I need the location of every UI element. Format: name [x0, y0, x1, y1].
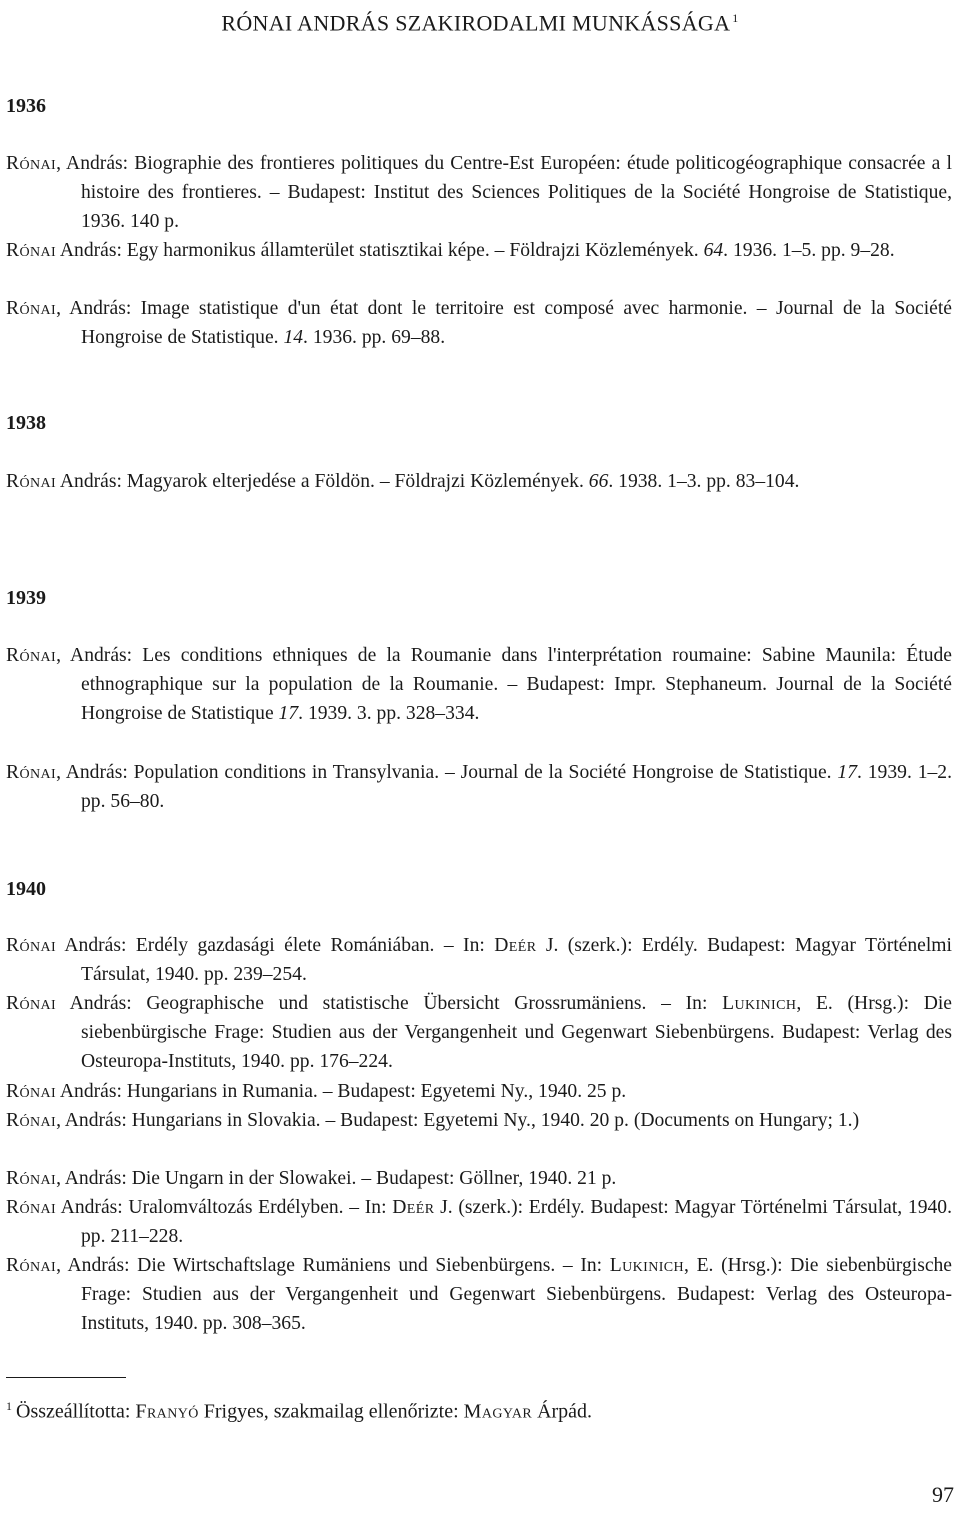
year-heading-1939: 1939 [6, 587, 46, 609]
author-surname: Rónai [6, 1255, 57, 1276]
year-heading-1938: 1938 [6, 412, 46, 434]
page-title-text: RÓNAI ANDRÁS SZAKIRODALMI MUNKÁSSÁGA [221, 10, 731, 36]
year-heading-1936: 1936 [6, 95, 46, 117]
bibliography-entry: Rónai, András: Les conditions ethniques de la Roumanie dans l'interprétation roumaine: Sabine Maunila: Étude ethnographique sur la population de la Roumanie. – Budapest: Impr. Stephaneum. Journal de la Société Hongroise de Statistique 17. 1939. 3. pp. 328–334. [6, 645, 952, 724]
volume-number: 66 [588, 471, 609, 492]
volume-number: 14 [283, 327, 304, 348]
bibliography-entry: Rónai, András: Population conditions in Transylvania. – Journal de la Société Hongroise de Statistique. 17. 1939. 1–2. pp. 56–80. [6, 762, 952, 812]
author-surname: Rónai [6, 935, 57, 956]
author-surname: Rónai [6, 240, 57, 261]
bibliography-entry: Rónai András: Erdély gazdasági élete Romániában. – In: Deér J. (szerk.): Erdély. Budapest: Magyar Történelmi Társulat, 1940. pp. 239–254. [6, 935, 952, 985]
bibliography-entry: Rónai, András: Hungarians in Slovakia. – Budapest: Egyetemi Ny., 1940. 20 p. (Documents on Hungary; 1.) [6, 1110, 860, 1131]
author-surname: Rónai [6, 993, 57, 1014]
footnote-divider [6, 1377, 126, 1378]
author-surname: Rónai [6, 153, 57, 174]
reviewer-surname: Magyar [463, 1400, 533, 1423]
page-number: 97 [932, 1482, 954, 1507]
author-surname: Rónai [6, 298, 57, 319]
bibliography-entry: Rónai András: Hungarians in Rumania. – Budapest: Egyetemi Ny., 1940. 25 p. [6, 1081, 627, 1102]
author-surname: Rónai [6, 1197, 57, 1218]
footnote-mark: 1 [6, 1399, 12, 1413]
author-surname: Rónai [6, 471, 57, 492]
author-surname: Rónai [6, 1168, 57, 1189]
author-surname: Rónai [6, 1081, 57, 1102]
editor-surname: Lukinich [722, 993, 797, 1014]
bibliography-entry: Rónai, András: Biographie des frontieres politiques du Centre-Est Européen: étude politicogéographique consacrée a l histoire des frontieres. – Budapest: Institut des Sciences Politiques de la Société Hongroise de Statistique, 1936. 140 p. [6, 153, 952, 232]
volume-number: 17 [837, 762, 857, 783]
editor-surname: Deér [494, 935, 537, 956]
year-heading-1940: 1940 [6, 878, 46, 900]
volume-number: 64 [703, 240, 724, 261]
bibliography-entry: Rónai, András: Die Ungarn in der Slowakei. – Budapest: Göllner, 1940. 21 p. [6, 1168, 617, 1189]
bibliography-entry: Rónai, András: Die Wirtschaftslage Rumäniens und Siebenbürgens. – In: Lukinich, E. (Hrsg.): Die siebenbürgische Frage: Studien aus der Vergangenheit und Gegenwart Siebenbürgens. Budapest: Verlag des Osteuropa-Instituts, 1940. pp. 308–365. [6, 1255, 953, 1334]
compiler-surname: Franyó [135, 1400, 199, 1423]
page-title [0, 4, 960, 37]
bibliography-entry: Rónai, András: Image statistique d'un état dont le territoire est composé avec harmonie. – Journal de la Société Hongroise de Statistique. 14. 1936. pp. 69–88. [6, 298, 952, 348]
editor-surname: Lukinich [609, 1255, 685, 1276]
bibliography-entry: Rónai András: Egy harmonikus államterület statisztikai képe. – Földrajzi Közlemények. 64. 1936. 1–5. pp. 9–28. [6, 240, 895, 261]
author-surname: Rónai [6, 762, 57, 783]
footnote: $^1$ Összeállította: Franyó Frigyes, szakmailag ellenőrizte: Magyar Árpád. [6, 1399, 593, 1423]
author-surname: Rónai [6, 645, 57, 666]
bibliography-entry: Rónai András: Geographische und statistische Übersicht Grossrumäniens. – In: Lukinich, E. (Hrsg.): Die siebenbürgische Frage: Studien aus der Vergangenheit und Gegenwart Siebenbürgens. Budapest: Verlag des Osteuropa-Instituts, 1940. pp. 176–224. [6, 993, 952, 1072]
bibliography-entry: Rónai András: Uralomváltozás Erdélyben. – In: Deér J. (szerk.): Erdély. Budapest: Magyar Történelmi Társulat, 1940. pp. 211–228. [6, 1197, 952, 1247]
author-surname: Rónai [6, 1110, 57, 1131]
title-footnote-mark: 1 [732, 11, 739, 25]
editor-surname: Deér [392, 1197, 435, 1218]
volume-number: 17 [278, 703, 299, 724]
bibliography-entry: Rónai András: Magyarok elterjedése a Földön. – Földrajzi Közlemények. 66. 1938. 1–3. pp. 83–104. [6, 471, 800, 492]
